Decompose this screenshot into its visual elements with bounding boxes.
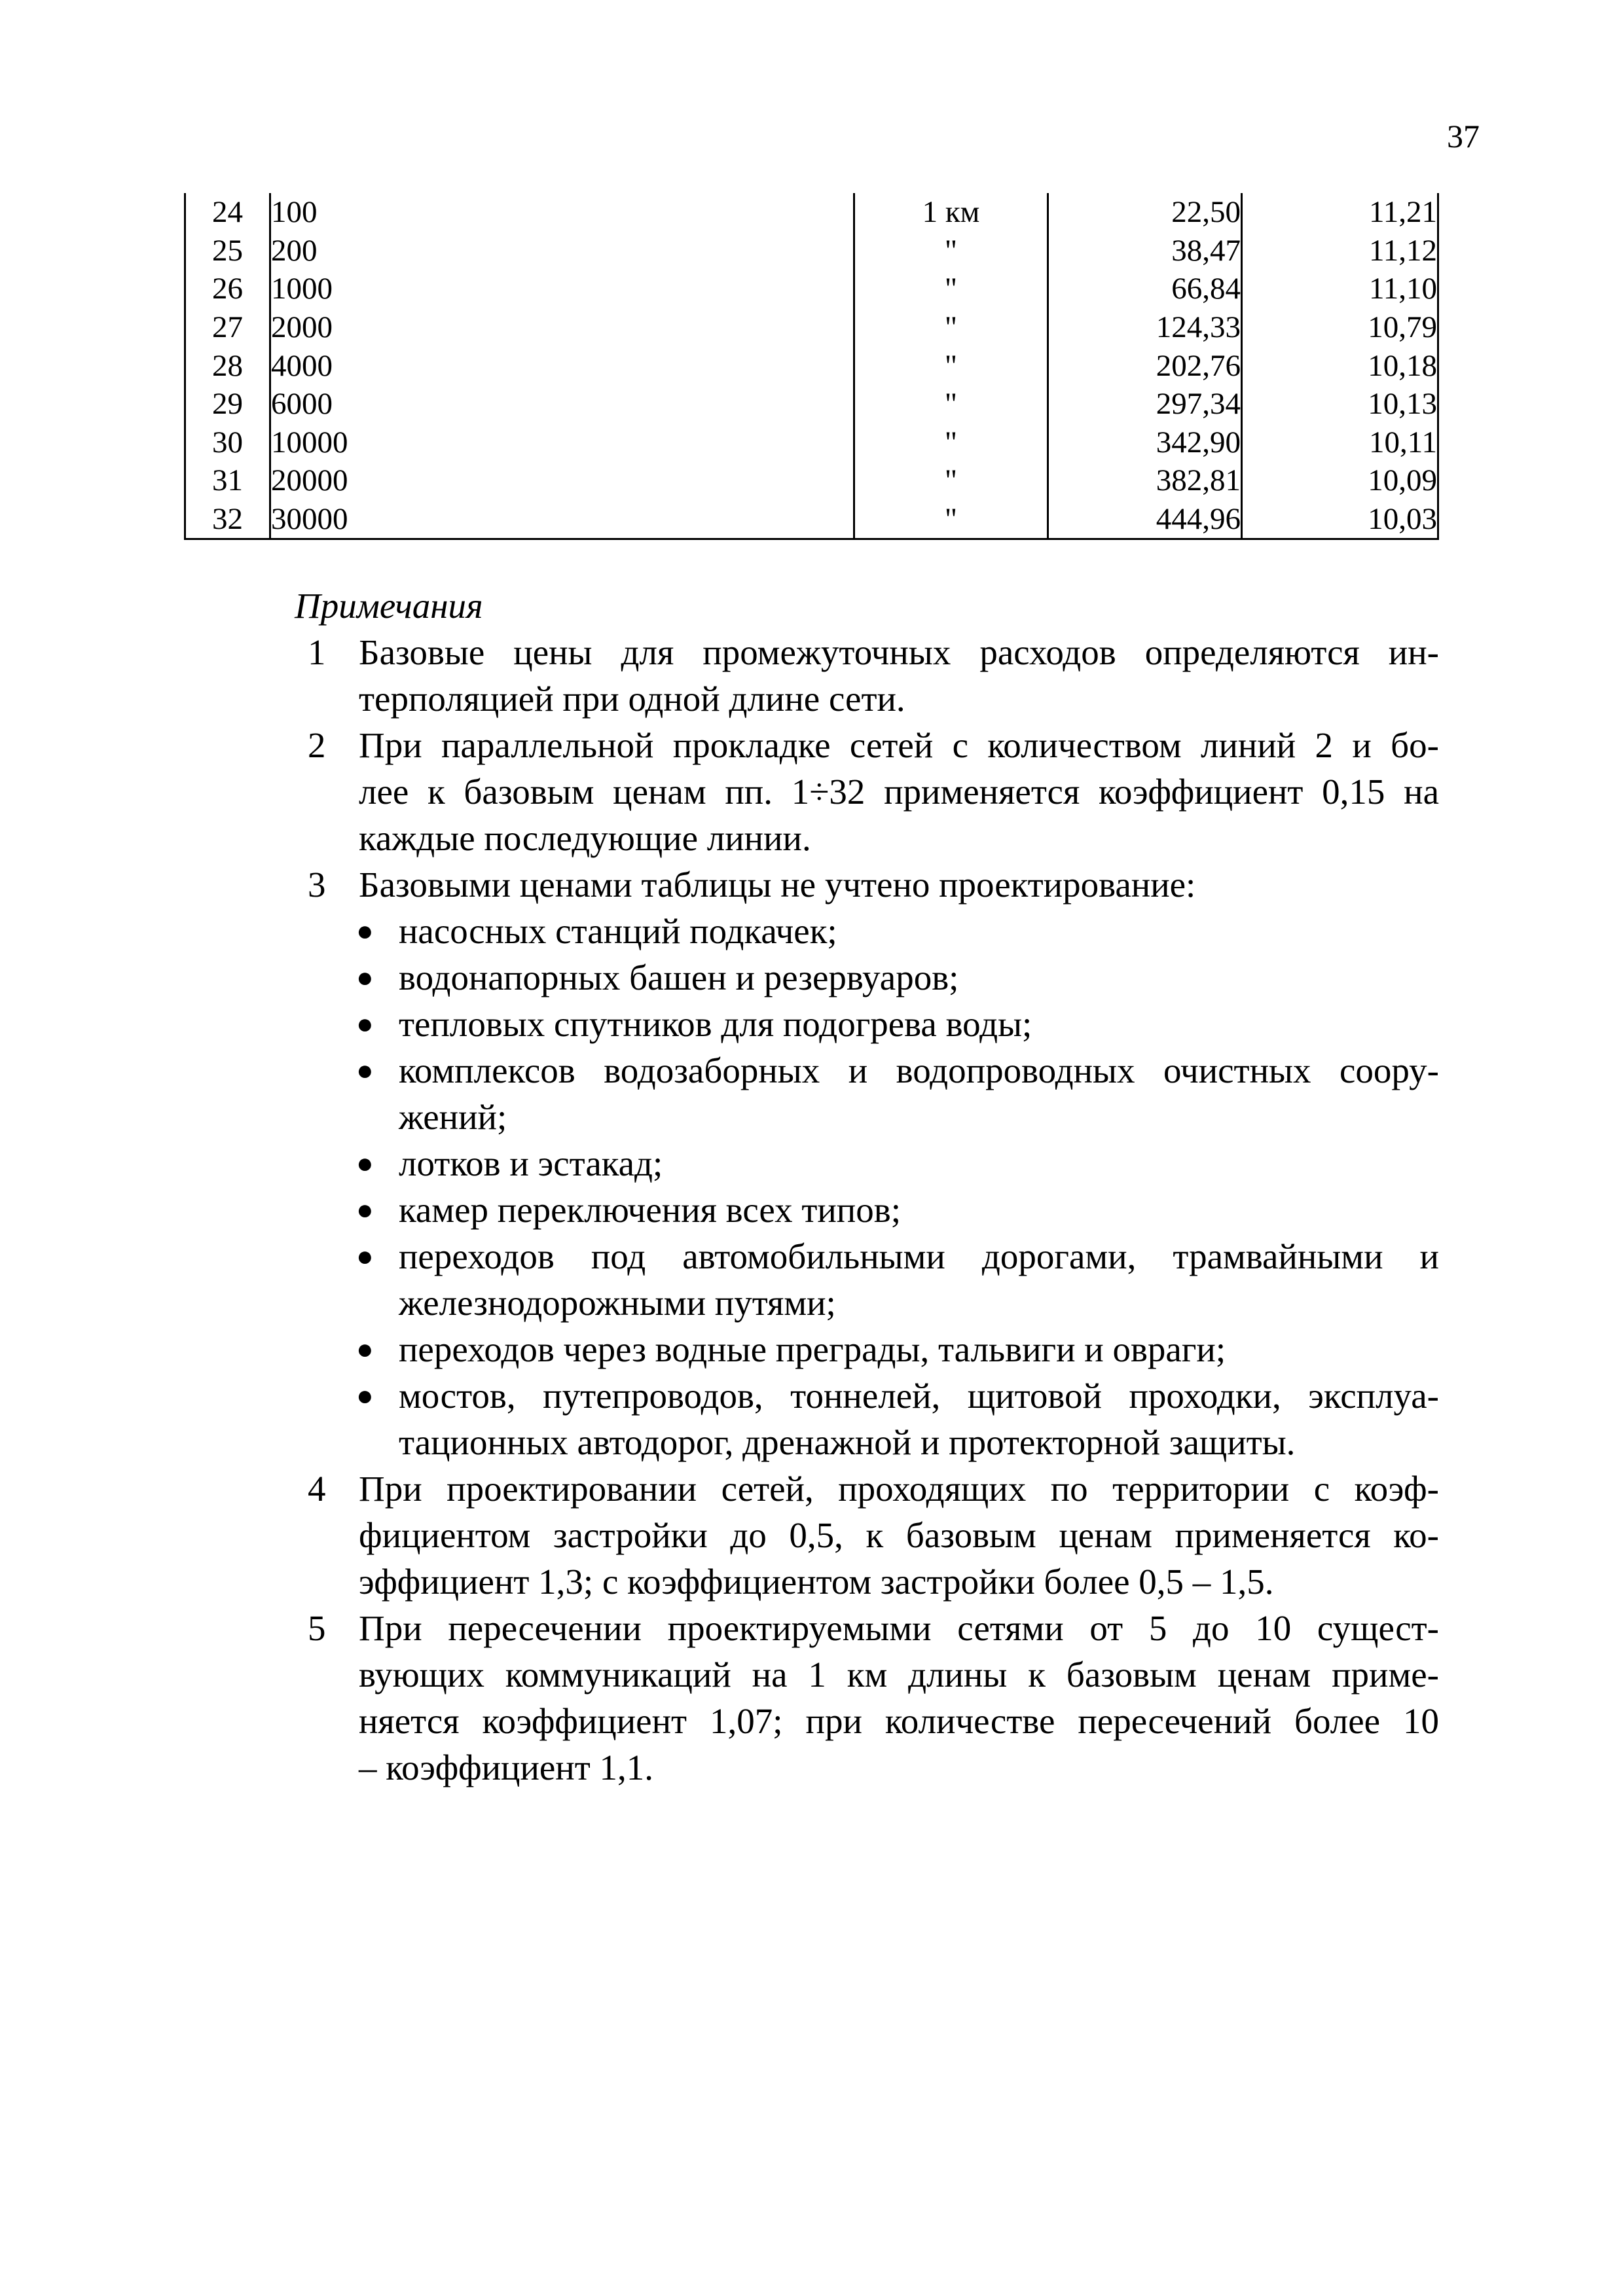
bullet-line: водонапорных башен и резервуаров; <box>399 958 959 997</box>
capacity-cell: 100 <box>270 193 854 232</box>
bullet-icon: ● <box>356 915 374 947</box>
note-line: Базовыми ценами таблицы не учтено проектирование: <box>359 865 1196 905</box>
bullet-item-5 <box>356 1140 1439 1187</box>
unit-cell: " <box>854 270 1048 308</box>
price-1-cell: 38,47 <box>1048 232 1242 270</box>
note-number: 2 <box>308 725 326 765</box>
price-1-cell: 22,50 <box>1048 193 1242 232</box>
note-line: эффициент 1,3; с коэффициентом застройки более 0,5 – 1,5. <box>359 1562 1274 1602</box>
table-row <box>185 500 1438 539</box>
price-2-cell: 11,10 <box>1242 270 1438 308</box>
row-number-cell: 27 <box>185 308 270 347</box>
capacity-cell: 2000 <box>270 308 854 347</box>
unit-cell: " <box>854 385 1048 423</box>
row-number-cell: 30 <box>185 423 270 462</box>
row-number-cell: 29 <box>185 385 270 423</box>
price-1-cell: 124,33 <box>1048 308 1242 347</box>
price-2-cell: 10,18 <box>1242 346 1438 385</box>
bullet-icon: ● <box>356 1008 374 1040</box>
notes-title: Примечания <box>295 586 483 626</box>
bullet-icon: ● <box>356 1240 374 1272</box>
bullet-line: железнодорожными путями; <box>399 1283 836 1323</box>
unit-cell: " <box>854 308 1048 347</box>
capacity-cell: 10000 <box>270 423 854 462</box>
unit-cell: " <box>854 232 1048 270</box>
row-number-cell: 25 <box>185 232 270 270</box>
note-line: – коэффициент 1,1. <box>359 1748 654 1787</box>
note-4 <box>308 1465 1439 1605</box>
table-row <box>185 423 1438 462</box>
capacity-cell: 20000 <box>270 461 854 500</box>
table-row <box>185 232 1438 270</box>
price-2-cell: 10,09 <box>1242 461 1438 500</box>
note-5 <box>308 1605 1439 1791</box>
bullet-line: тационных автодорог, дренажной и протекторной защиты. <box>399 1422 1296 1462</box>
note-line: терполяцией при одной длине сети. <box>359 679 905 719</box>
bullet-line: тепловых спутников для подогрева воды; <box>399 1004 1032 1044</box>
price-2-cell: 10,11 <box>1242 423 1438 462</box>
note-line: вующих коммуникаций на 1 км длины к базовым ценам приме- <box>359 1655 1439 1695</box>
bullet-icon: ● <box>356 1380 374 1412</box>
table-row <box>185 270 1438 308</box>
note-line: каждые последующие линии. <box>359 818 811 858</box>
bullet-icon: ● <box>356 961 374 994</box>
bullet-line: переходов под автомобильными дорогами, трамвайными и <box>399 1236 1439 1276</box>
table-row <box>185 346 1438 385</box>
table-row <box>185 193 1438 232</box>
bullet-line: комплексов водозаборных и водопроводных очистных соору- <box>399 1050 1439 1090</box>
bullet-item-7 <box>356 1233 1439 1326</box>
bullet-item-6 <box>356 1187 1439 1233</box>
price-1-cell: 444,96 <box>1048 500 1242 539</box>
note-line: При пересечении проектируемыми сетями от 5 до 10 сущест- <box>359 1608 1439 1648</box>
note-line: фициентом застройки до 0,5, к базовым ценам применяется ко- <box>359 1515 1439 1555</box>
bullet-line: лотков и эстакад; <box>399 1143 663 1183</box>
unit-cell: " <box>854 423 1048 462</box>
bullet-line: насосных станций подкачек; <box>399 911 837 951</box>
price-table-body <box>185 193 1438 539</box>
bullet-item-3 <box>356 1001 1439 1047</box>
row-number-cell: 28 <box>185 346 270 385</box>
price-table <box>184 193 1439 540</box>
capacity-cell: 1000 <box>270 270 854 308</box>
row-number-cell: 32 <box>185 500 270 539</box>
note-number: 1 <box>308 632 326 672</box>
capacity-cell: 6000 <box>270 385 854 423</box>
price-1-cell: 202,76 <box>1048 346 1242 385</box>
note-line: лее к базовым ценам пп. 1÷32 применяется коэффициент 0,15 на <box>359 772 1439 812</box>
capacity-cell: 200 <box>270 232 854 270</box>
unit-cell: " <box>854 346 1048 385</box>
bullet-icon: ● <box>356 1147 374 1179</box>
bullet-item-9 <box>356 1372 1439 1465</box>
note-line: При проектировании сетей, проходящих по территории с коэф- <box>359 1469 1439 1509</box>
note-3 <box>308 861 1439 908</box>
unit-cell: " <box>854 500 1048 539</box>
note-2 <box>308 722 1439 861</box>
row-number-cell: 24 <box>185 193 270 232</box>
bullet-line: камер переключения всех типов; <box>399 1190 901 1230</box>
table-row <box>185 308 1438 347</box>
bullet-line: переходов через водные преграды, тальвиги и овраги; <box>399 1329 1226 1369</box>
bullet-item-1 <box>356 908 1439 954</box>
price-2-cell: 10,03 <box>1242 500 1438 539</box>
table-row <box>185 461 1438 500</box>
unit-cell: " <box>854 461 1048 500</box>
price-1-cell: 66,84 <box>1048 270 1242 308</box>
capacity-cell: 30000 <box>270 500 854 539</box>
price-2-cell: 11,21 <box>1242 193 1438 232</box>
bullet-icon: ● <box>356 1333 374 1365</box>
note-line: Базовые цены для промежуточных расходов определяются ин- <box>359 632 1439 672</box>
row-number-cell: 31 <box>185 461 270 500</box>
note-line: няется коэффициент 1,07; при количестве пересечений более 10 <box>359 1701 1439 1741</box>
note-1 <box>308 629 1439 722</box>
unit-cell: 1 км <box>854 193 1048 232</box>
row-number-cell: 26 <box>185 270 270 308</box>
bullet-item-2 <box>356 954 1439 1001</box>
bullet-line: жений; <box>399 1097 507 1137</box>
table-row <box>185 385 1438 423</box>
price-2-cell: 11,12 <box>1242 232 1438 270</box>
capacity-cell: 4000 <box>270 346 854 385</box>
page-number: 37 <box>1447 118 1480 154</box>
bullet-line: мостов, путепроводов, тоннелей, щитовой проходки, эксплуа- <box>399 1376 1439 1416</box>
bullet-icon: ● <box>356 1054 374 1086</box>
price-1-cell: 297,34 <box>1048 385 1242 423</box>
note-number: 5 <box>308 1608 326 1648</box>
note-line: При параллельной прокладке сетей с количеством линий 2 и бо- <box>359 725 1439 765</box>
bullet-icon: ● <box>356 1194 374 1226</box>
price-1-cell: 342,90 <box>1048 423 1242 462</box>
price-2-cell: 10,79 <box>1242 308 1438 347</box>
bullet-item-4 <box>356 1047 1439 1140</box>
price-2-cell: 10,13 <box>1242 385 1438 423</box>
note-number: 4 <box>308 1469 326 1509</box>
note-number: 3 <box>308 865 326 905</box>
bullet-item-8 <box>356 1326 1439 1372</box>
price-1-cell: 382,81 <box>1048 461 1242 500</box>
